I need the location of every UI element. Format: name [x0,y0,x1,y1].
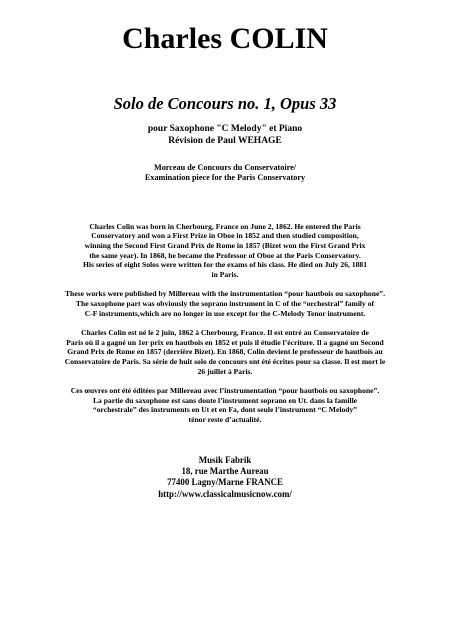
revision-line: Révision de Paul WEHAGE [168,135,282,146]
text-line: Conservatoire de Paris. Sa série de huit solo de concours ont été écrites pour sa classe. Il est mort le [64,356,386,366]
text-line: in Paris. [211,269,239,279]
publication-french-paragraph [62,386,388,424]
text-line: The saxophone part was obviously the soprano instrument in C of the “orchestral” family of [75,298,375,308]
publisher-address [62,455,388,501]
publisher-name: Musik Fabrik [198,454,252,465]
bio-english-paragraph [62,222,388,280]
purpose-line-english: Examination piece for the Paris Conservatory [144,173,306,183]
instrumentation-line: pour Saxophone "C Melody" et Piano [147,124,303,134]
instrumentation-block [62,124,388,147]
text-line: ténor reste d’actualité. [188,414,262,424]
text-line: winning the Second First Grand Prix de Rome in 1857 (Bizet won the First Grand Prix [84,241,366,250]
purpose-line-french: Morceau de Concours du Conservatoire/ [153,163,297,172]
text-line: Charles Colin est né le 2 juin, 1862 à Cherbourg, France. Il est entré au Conservatoire de [81,328,369,338]
text-line: the same year). In 1868, he became the Professor of Oboe at the Paris Conservatory. [89,250,361,260]
work-title: Solo de Concours no. 1, Opus 33 [113,94,337,113]
bio-french-paragraph [62,328,388,376]
text-line: His series of eight Solos were written for the exams of his class. He died on July 26, 1881 [82,260,368,270]
publisher-website-link[interactable]: http://www.classicalmusicnow.com/ [158,488,292,499]
text-line: Grand Prix de Rome en 1857 (derrière Bizet). En 1868, Colin devient le professeur de hautbois au [67,347,383,357]
publisher-street: 18, rue Marthe Aureau [181,465,269,476]
publication-english-paragraph [62,289,388,318]
text-line: Ces œuvres ont été éditées par Millereau avec l’instrumentation “pour hautbois ou saxophone”. [70,386,380,396]
text-line: Paris où il a gagné un 1er prix en hautbois en 1852 et puis il étudie l’écriture. Il a gagné un Second [66,337,384,347]
text-line: These works were published by Millereau with the instrumentation “pour hautbois ou saxophone”. [64,289,386,299]
composer-name: Charles COLIN [122,22,328,55]
text-line: “orchestrale” des instruments en Ut et en Fa, dont seule l’instrument “C Melody” [92,405,358,415]
purpose-block [62,163,388,184]
publisher-city: 77400 Lagny/Marne FRANCE [167,477,283,488]
text-line: C-F instruments,which are no longer in use except for the C-Melody Tenor instrument. [84,308,366,318]
text-line: La partie du saxophone est sans doute l’instrument soprano en Ut. dans la famille [92,395,358,405]
text-line: Charles Colin was born in Cherbourg, France on June 2, 1862. He entered the Paris [89,221,361,231]
text-line: 26 juillet à Paris. [197,366,253,376]
text-line: Conservatory and won a First Prize in Oboe in 1852 and then studied composition, [91,231,359,241]
